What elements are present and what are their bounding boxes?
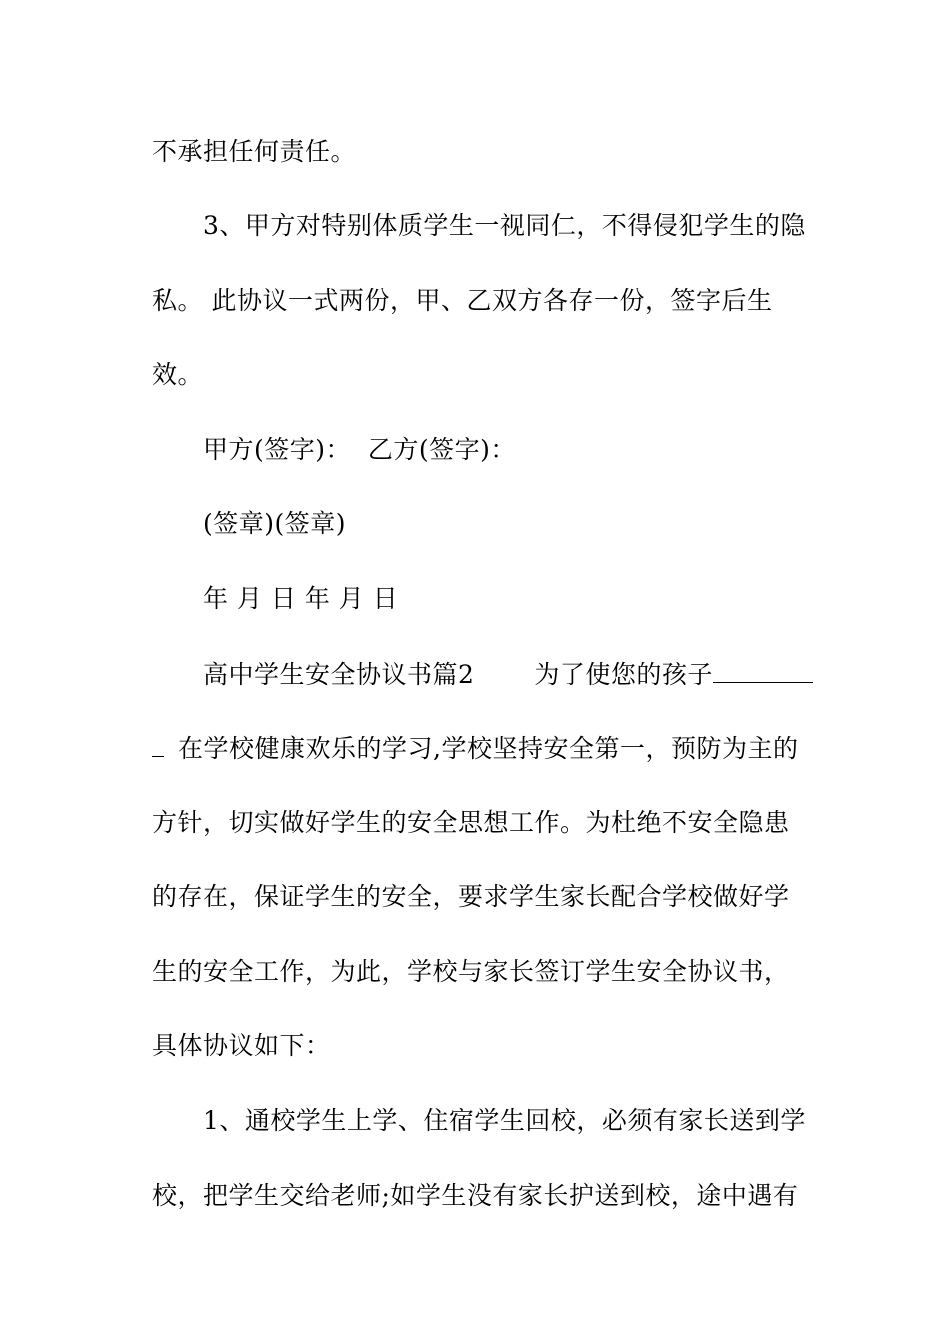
- paragraph-line: 校，把学生交给老师;如学生没有家长护送到校，途中遇有: [152, 1181, 799, 1210]
- paragraph-line: [152, 732, 798, 765]
- date-line: 年 月 日 年 月 日: [203, 584, 399, 613]
- paragraph-line: 方针，切实做好学生的安全思想工作。为杜绝不安全隐患: [152, 808, 790, 837]
- paragraph-line: 私。 此协议一式两份，甲、乙双方各存一份，签字后生: [152, 286, 773, 315]
- paragraph-text: 在学校健康欢乐的学习,学校坚持安全第一，预防为主的: [178, 734, 799, 763]
- paragraph-line: 不承担任何责任。: [152, 137, 357, 166]
- paragraph-line: 的存在，保证学生的安全，要求学生家长配合学校做好学: [152, 882, 790, 911]
- intro-text: 为了使您的孩子: [534, 660, 713, 689]
- paragraph-line: 具体协议如下：: [152, 1031, 331, 1060]
- section-heading-line: [203, 658, 813, 691]
- child-name-blank: [713, 658, 813, 683]
- section-title: 高中学生安全协议书篇2: [203, 660, 475, 689]
- seal-line: (签章)(签章): [203, 509, 347, 538]
- signature-line: 甲方(签字)： 乙方(签字)：: [203, 435, 516, 464]
- paragraph-line: 生的安全工作，为此，学校与家长签订学生安全协议书，: [152, 957, 790, 986]
- child-name-blank-continued: [152, 732, 164, 757]
- paragraph-line: 效。: [152, 360, 204, 389]
- clause-1-line: 1、通校学生上学、住宿学生回校，必须有家长送到学: [203, 1106, 806, 1135]
- clause-3-line: 3、甲方对特别体质学生一视同仁，不得侵犯学生的隐: [203, 211, 806, 240]
